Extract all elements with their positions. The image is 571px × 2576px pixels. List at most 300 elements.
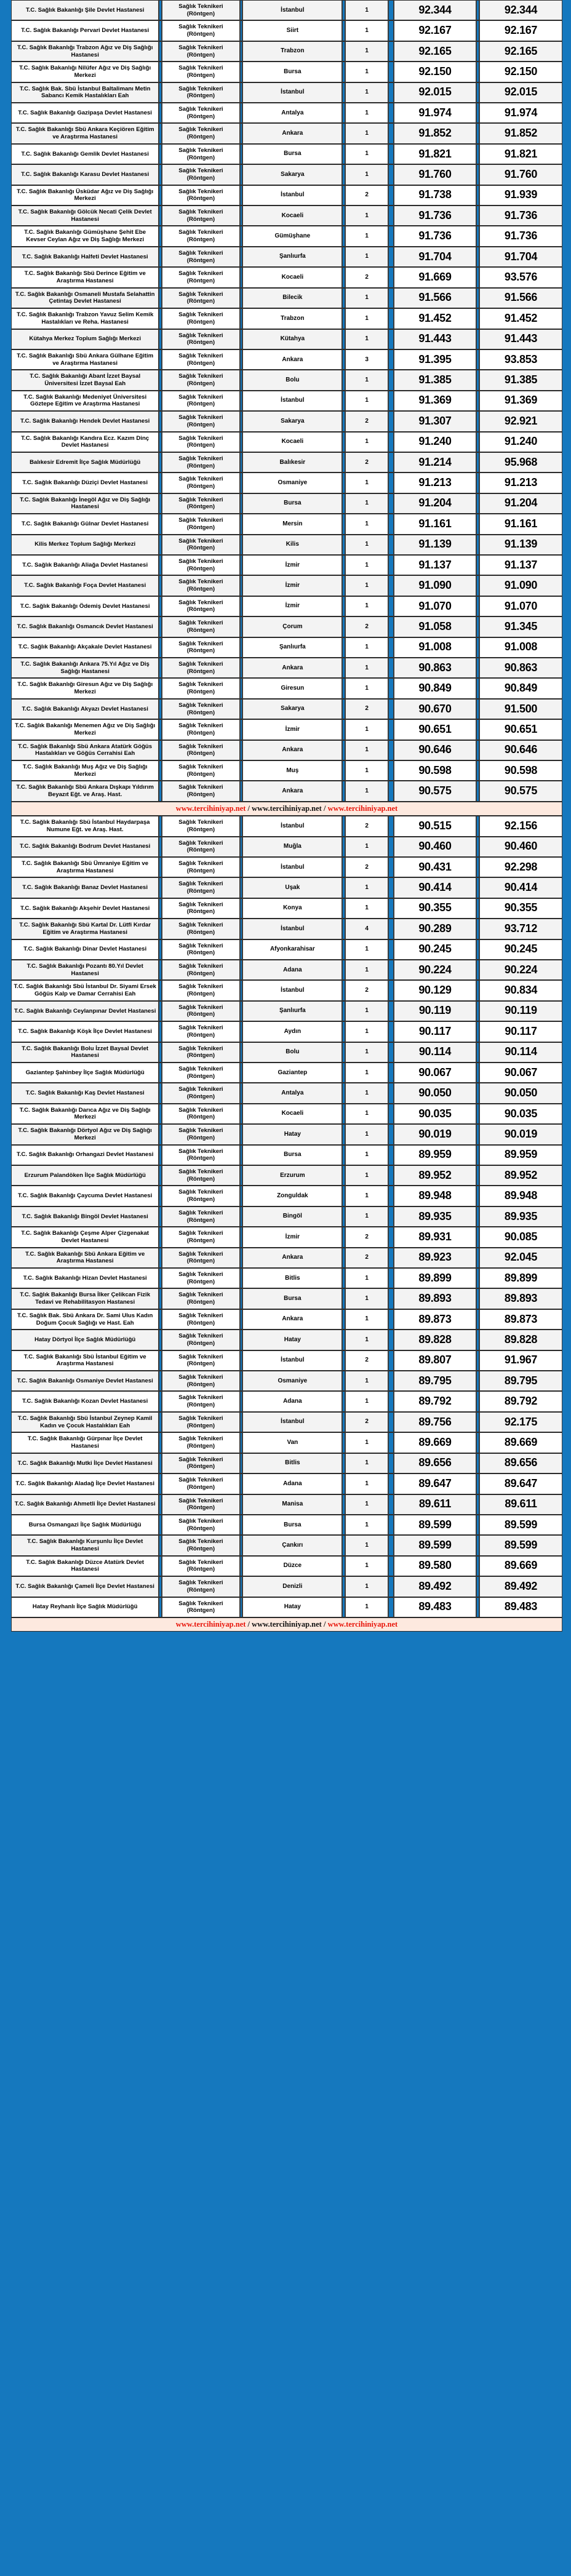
cell-max-score: 89.611 [479,1494,562,1515]
table-row[interactable] [11,82,562,103]
cell-institution: T.C. Sağlık Bakanlığı Ankara 75.Yıl Ağız ve Diş Sağlığı Hastanesi [11,658,159,678]
table-row[interactable] [11,1515,562,1535]
table-row[interactable] [11,939,562,960]
table-row[interactable] [11,699,562,719]
cell-city: Erzurum [242,1165,342,1186]
cell-city: Bitlis [242,1453,342,1473]
cell-title: Sağlık Teknikeri (Röntgen) [162,103,240,123]
cell-city: Hatay [242,1124,342,1144]
watermark-link-middle[interactable]: www.tercihiniyap.net [252,804,322,813]
column-divider-4 [388,1330,393,1350]
cell-max-score: 89.899 [479,1268,562,1288]
cell-quota: 1 [345,1001,388,1021]
cell-quota: 1 [345,877,388,898]
table-row[interactable] [11,1268,562,1288]
table-row[interactable] [11,898,562,919]
table-row[interactable] [11,1412,562,1432]
cell-quota: 1 [345,329,388,349]
cell-quota: 1 [345,637,388,658]
table-row[interactable] [11,1494,562,1515]
cell-city: İzmir [242,719,342,740]
table-row[interactable] [11,103,562,123]
column-divider-4 [388,1432,393,1453]
column-divider-4 [388,699,393,719]
cell-min-score: 90.289 [394,919,477,939]
cell-institution: T.C. Sağlık Bakanlığı Üsküdar Ağız ve Diş Sağlığı Merkezi [11,185,159,205]
cell-institution: T.C. Sağlık Bakanlığı Gazipaşa Devlet Hastanesi [11,103,159,123]
cell-min-score: 90.515 [394,816,477,836]
cell-city: Ankara [242,781,342,801]
cell-institution: T.C. Sağlık Bakanlığı Trabzon Yavuz Selim Kemik Hastalıkları ve Reha. Hastanesi [11,308,159,329]
table-row[interactable] [11,329,562,349]
cell-max-score: 90.651 [479,719,562,740]
table-row[interactable] [11,1042,562,1063]
cell-institution: T.C. Sağlık Bakanlığı İnegöl Ağız ve Diş Sağlığı Hastanesi [11,493,159,514]
cell-city: Trabzon [242,308,342,329]
cell-institution: T.C. Sağlık Bakanlığı Kozan Devlet Hastanesi [11,1391,159,1411]
watermark-link-middle[interactable]: www.tercihiniyap.net [252,1619,322,1629]
cell-city: Kocaeli [242,1104,342,1124]
table-row[interactable] [11,391,562,411]
table-row[interactable] [11,452,562,473]
table-row[interactable] [11,41,562,62]
cell-quota: 1 [345,1268,388,1288]
cell-institution: T.C. Sağlık Bakanlığı Dinar Devlet Hastanesi [11,939,159,960]
column-divider-4 [388,514,393,534]
cell-city: Bursa [242,493,342,514]
cell-institution: T.C. Sağlık Bak. Sbü İstanbul Baltalimanı Metin Sabancı Kemik Hastalıkları Eah [11,82,159,103]
table-row[interactable] [11,857,562,877]
table-row[interactable] [11,678,562,698]
cell-min-score: 91.760 [394,164,477,185]
cell-institution: T.C. Sağlık Bakanlığı Sbü Ankara Keçiören Eğitim ve Araştırma Hastanesi [11,123,159,143]
cell-title: Sağlık Teknikeri (Röntgen) [162,164,240,185]
column-divider-4 [388,658,393,678]
cell-title: Sağlık Teknikeri (Röntgen) [162,837,240,857]
cell-city: İstanbul [242,816,342,836]
table-row[interactable] [11,980,562,1000]
cell-institution: T.C. Sağlık Bakanlığı Mutki İlçe Devlet Hastanesi [11,1453,159,1473]
cell-city: Bolu [242,370,342,390]
table-row[interactable] [11,1145,562,1165]
cell-title: Sağlık Teknikeri (Röntgen) [162,370,240,390]
cell-max-score: 93.712 [479,919,562,939]
cell-min-score: 89.647 [394,1473,477,1494]
cell-institution: T.C. Sağlık Bakanlığı Foça Devlet Hastanesi [11,575,159,596]
table-row[interactable] [11,781,562,801]
cell-title: Sağlık Teknikeri (Röntgen) [162,1330,240,1350]
cell-title: Sağlık Teknikeri (Röntgen) [162,329,240,349]
cell-quota: 1 [345,391,388,411]
table-row[interactable] [11,658,562,678]
cell-quota: 1 [345,760,388,781]
cell-max-score: 89.795 [479,1371,562,1391]
cell-quota: 2 [345,816,388,836]
column-divider-4 [388,857,393,877]
column-divider-4 [388,1124,393,1144]
table-row[interactable] [11,1206,562,1227]
cell-quota: 1 [345,1556,388,1576]
table-row[interactable] [11,0,562,20]
cell-quota: 1 [345,205,388,226]
cell-city: Gaziantep [242,1063,342,1083]
cell-quota: 1 [345,1432,388,1453]
column-divider-4 [388,1371,393,1391]
table-row[interactable] [11,123,562,143]
cell-max-score: 90.224 [479,960,562,980]
cell-max-score: 90.598 [479,760,562,781]
table-row[interactable] [11,1165,562,1186]
column-divider-4 [388,473,393,493]
cell-city: Bitlis [242,1268,342,1288]
cell-quota: 1 [345,1083,388,1103]
cell-institution: T.C. Sağlık Bakanlığı Hendek Devlet Hastanesi [11,411,159,431]
cell-max-score: 92.298 [479,857,562,877]
cell-title: Sağlık Teknikeri (Röntgen) [162,939,240,960]
cell-institution: T.C. Sağlık Bakanlığı Düzce Atatürk Devlet Hastanesi [11,1556,159,1576]
column-divider-4 [388,1083,393,1103]
cell-quota: 1 [345,1124,388,1144]
cell-max-score: 90.575 [479,781,562,801]
cell-title: Sağlık Teknikeri (Röntgen) [162,1206,240,1227]
table-row[interactable] [11,919,562,939]
cell-min-score: 91.736 [394,205,477,226]
table-row[interactable] [11,1104,562,1124]
cell-min-score: 91.738 [394,185,477,205]
cell-institution: T.C. Sağlık Bakanlığı Banaz Devlet Hastanesi [11,877,159,898]
cell-city: Bursa [242,1288,342,1309]
table-row[interactable] [11,349,562,370]
cell-institution: T.C. Sağlık Bakanlığı Medeniyet Üniversitesi Göztepe Eğitim ve Araştırma Hastanesi [11,391,159,411]
cell-title: Sağlık Teknikeri (Röntgen) [162,20,240,41]
table-row[interactable] [11,535,562,555]
watermark-link-right[interactable]: www.tercihiniyap.net [327,804,398,813]
table-row[interactable] [11,1083,562,1103]
cell-institution: Gaziantep Şahinbey İlçe Sağlık Müdürlüğü [11,1063,159,1083]
cell-min-score: 91.070 [394,596,477,616]
table-row[interactable] [11,1330,562,1350]
column-divider-4 [388,41,393,62]
cell-max-score: 92.167 [479,20,562,41]
cell-max-score: 92.156 [479,816,562,836]
column-divider-4 [388,1288,393,1309]
table-row[interactable] [11,62,562,82]
cell-institution: T.C. Sağlık Bakanlığı Menemen Ağız ve Diş Sağlığı Merkezi [11,719,159,740]
column-divider-4 [388,616,393,637]
cell-quota: 1 [345,555,388,575]
cell-quota: 1 [345,226,388,246]
cell-city: Aydın [242,1021,342,1042]
cell-quota: 2 [345,1248,388,1268]
column-divider-4 [388,267,393,287]
cell-max-score: 92.015 [479,82,562,103]
table-row[interactable] [11,616,562,637]
cell-max-score: 91.385 [479,370,562,390]
cell-institution: T.C. Sağlık Bakanlığı Köşk İlçe Devlet Hastanesi [11,1021,159,1042]
watermark-separator-1: / [246,804,252,813]
cell-min-score: 90.355 [394,898,477,919]
table-row[interactable] [11,1288,562,1309]
table-row[interactable] [11,185,562,205]
watermark-link-right[interactable]: www.tercihiniyap.net [327,1619,398,1629]
cell-city: Uşak [242,877,342,898]
table-row[interactable] [11,1473,562,1494]
cell-min-score: 91.852 [394,123,477,143]
cell-min-score: 89.807 [394,1350,477,1371]
table-row[interactable] [11,20,562,41]
table-row[interactable] [11,1248,562,1268]
cell-institution: T.C. Sağlık Bakanlığı Hizan Devlet Hastanesi [11,1268,159,1288]
cell-institution: T.C. Sağlık Bakanlığı Orhangazi Devlet Hastanesi [11,1145,159,1165]
cell-title: Sağlık Teknikeri (Röntgen) [162,473,240,493]
cell-institution: Kilis Merkez Toplum Sağlığı Merkezi [11,535,159,555]
cell-institution: T.C. Sağlık Bakanlığı Şile Devlet Hastanesi [11,0,159,20]
cell-max-score: 89.893 [479,1288,562,1309]
cell-title: Sağlık Teknikeri (Röntgen) [162,432,240,452]
cell-max-score: 89.792 [479,1391,562,1411]
cell-min-score: 90.431 [394,857,477,877]
cell-institution: T.C. Sağlık Bak. Sbü Ankara Dr. Sami Ulus Kadın Doğum Çocuk Sağlığı ve Hast. Eah [11,1309,159,1330]
cell-city: Bilecik [242,288,342,308]
cell-min-score: 90.863 [394,658,477,678]
table-row[interactable] [11,267,562,287]
cell-max-score: 90.050 [479,1083,562,1103]
cell-title: Sağlık Teknikeri (Röntgen) [162,267,240,287]
table-row[interactable] [11,308,562,329]
cell-institution: Bursa Osmangazi İlçe Sağlık Müdürlüğü [11,1515,159,1535]
cell-max-score: 91.566 [479,288,562,308]
cell-min-score: 90.414 [394,877,477,898]
cell-title: Sağlık Teknikeri (Röntgen) [162,1124,240,1144]
cell-quota: 1 [345,62,388,82]
cell-institution: T.C. Sağlık Bakanlığı Bodrum Devlet Hastanesi [11,837,159,857]
column-divider-4 [388,1494,393,1515]
cell-min-score: 92.150 [394,62,477,82]
cell-max-score: 89.669 [479,1556,562,1576]
column-divider-4 [388,82,393,103]
cell-max-score: 91.139 [479,535,562,555]
table-row[interactable] [11,1432,562,1453]
table-row[interactable] [11,432,562,452]
cell-min-score: 91.307 [394,411,477,431]
column-divider-4 [388,103,393,123]
cell-title: Sağlık Teknikeri (Röntgen) [162,391,240,411]
cell-max-score: 92.150 [479,62,562,82]
column-divider-4 [388,535,393,555]
cell-institution: T.C. Sağlık Bakanlığı Ödemiş Devlet Hastanesi [11,596,159,616]
cell-min-score: 91.566 [394,288,477,308]
cell-max-score: 90.245 [479,939,562,960]
table-row[interactable] [11,877,562,898]
cell-min-score: 92.344 [394,0,477,20]
column-divider-4 [388,919,393,939]
cell-min-score: 89.948 [394,1186,477,1206]
table-row[interactable] [11,740,562,760]
table-row[interactable] [11,1063,562,1083]
watermark-row [11,802,562,816]
cell-max-score: 90.863 [479,658,562,678]
cell-institution: T.C. Sağlık Bakanlığı Çeşme Alper Çizgenakat Devlet Hastanesi [11,1227,159,1247]
cell-quota: 2 [345,185,388,205]
cell-title: Sağlık Teknikeri (Röntgen) [162,1268,240,1288]
cell-max-score: 92.045 [479,1248,562,1268]
cell-min-score: 91.139 [394,535,477,555]
cell-quota: 1 [345,1145,388,1165]
cell-title: Sağlık Teknikeri (Röntgen) [162,452,240,473]
table-row[interactable] [11,1453,562,1473]
table-row[interactable] [11,596,562,616]
cell-quota: 1 [345,535,388,555]
table-row[interactable] [11,1001,562,1021]
column-divider-4 [388,637,393,658]
cell-min-score: 89.483 [394,1597,477,1617]
table-row[interactable] [11,1535,562,1555]
watermark-link-left[interactable]: www.tercihiniyap.net [175,804,246,813]
table-row[interactable] [11,247,562,267]
table-row[interactable] [11,411,562,431]
table-row[interactable] [11,1576,562,1597]
cell-city: Kilis [242,535,342,555]
cell-quota: 1 [345,837,388,857]
cell-min-score: 90.019 [394,1124,477,1144]
cell-title: Sağlık Teknikeri (Röntgen) [162,247,240,267]
table-row[interactable] [11,760,562,781]
cell-title: Sağlık Teknikeri (Röntgen) [162,41,240,62]
table-row[interactable] [11,514,562,534]
table-row[interactable] [11,370,562,390]
cell-institution: T.C. Sağlık Bakanlığı Kaş Devlet Hastanesi [11,1083,159,1103]
cell-city: İstanbul [242,1412,342,1432]
cell-max-score: 89.492 [479,1576,562,1597]
cell-city: İstanbul [242,82,342,103]
table-row[interactable] [11,960,562,980]
cell-quota: 1 [345,473,388,493]
cell-institution: T.C. Sağlık Bakanlığı Sbü Derince Eğitim ve Araştırma Hastanesi [11,267,159,287]
table-row[interactable] [11,473,562,493]
table-row[interactable] [11,1371,562,1391]
table-row[interactable] [11,1227,562,1247]
cell-city: Antalya [242,103,342,123]
cell-city: Bolu [242,1042,342,1063]
cell-city: Balıkesir [242,452,342,473]
cell-institution: T.C. Sağlık Bakanlığı Giresun Ağız ve Diş Sağlığı Merkezi [11,678,159,698]
watermark-link-left[interactable]: www.tercihiniyap.net [175,1619,246,1629]
cell-institution: T.C. Sağlık Bakanlığı Gülnar Devlet Hastanesi [11,514,159,534]
cell-quota: 1 [345,1597,388,1617]
cell-quota: 1 [345,1330,388,1350]
cell-city: Muş [242,760,342,781]
cell-quota: 1 [345,103,388,123]
cell-min-score: 89.931 [394,1227,477,1247]
cell-city: Giresun [242,678,342,698]
cell-title: Sağlık Teknikeri (Röntgen) [162,1248,240,1268]
cell-quota: 2 [345,1412,388,1432]
table-row[interactable] [11,1556,562,1576]
table-row[interactable] [11,575,562,596]
table-row[interactable] [11,1350,562,1371]
table-row[interactable] [11,816,562,836]
column-divider-4 [388,1104,393,1124]
table-row[interactable] [11,1309,562,1330]
table-row[interactable] [11,288,562,308]
table-row[interactable] [11,719,562,740]
cell-city: Bursa [242,144,342,164]
table-row[interactable] [11,555,562,575]
table-row[interactable] [11,837,562,857]
cell-quota: 1 [345,1165,388,1186]
cell-title: Sağlık Teknikeri (Röntgen) [162,1535,240,1555]
cell-max-score: 91.939 [479,185,562,205]
cell-title: Sağlık Teknikeri (Röntgen) [162,719,240,740]
cell-title: Sağlık Teknikeri (Röntgen) [162,960,240,980]
column-divider-4 [388,898,393,919]
table-row[interactable] [11,205,562,226]
cell-max-score: 91.452 [479,308,562,329]
cell-title: Sağlık Teknikeri (Röntgen) [162,1165,240,1186]
table-row[interactable] [11,493,562,514]
cell-title: Sağlık Teknikeri (Röntgen) [162,514,240,534]
table-row[interactable] [11,144,562,164]
cell-quota: 1 [345,1515,388,1535]
column-divider-4 [388,349,393,370]
cell-title: Sağlık Teknikeri (Röntgen) [162,1145,240,1165]
cell-city: Adana [242,960,342,980]
cell-city: İzmir [242,555,342,575]
table-row[interactable] [11,1124,562,1144]
cell-min-score: 89.792 [394,1391,477,1411]
cell-max-score: 91.852 [479,123,562,143]
cell-max-score: 91.736 [479,205,562,226]
cell-institution: T.C. Sağlık Bakanlığı Gümüşhane Şehit Ebe Kevser Ceylan Ağız ve Diş Sağlığı Merkezi [11,226,159,246]
watermark-separator-2: / [321,804,328,813]
cell-city: Ankara [242,658,342,678]
cell-city: İstanbul [242,185,342,205]
cell-max-score: 92.165 [479,41,562,62]
watermark-text [11,802,562,816]
cell-city: Kocaeli [242,205,342,226]
cell-min-score: 89.959 [394,1145,477,1165]
cell-min-score: 90.114 [394,1042,477,1063]
table-body [11,0,562,1632]
table-row[interactable] [11,1597,562,1617]
table-row[interactable] [11,1391,562,1411]
column-divider-4 [388,329,393,349]
cell-quota: 1 [345,493,388,514]
cell-max-score: 91.704 [479,247,562,267]
cell-min-score: 91.214 [394,452,477,473]
cell-title: Sağlık Teknikeri (Röntgen) [162,781,240,801]
cell-min-score: 89.923 [394,1248,477,1268]
cell-quota: 1 [345,596,388,616]
cell-title: Sağlık Teknikeri (Röntgen) [162,1227,240,1247]
table-row[interactable] [11,164,562,185]
column-divider-4 [388,555,393,575]
cell-max-score: 91.369 [479,391,562,411]
cell-institution: T.C. Sağlık Bakanlığı Aladağ İlçe Devlet Hastanesi [11,1473,159,1494]
cell-title: Sağlık Teknikeri (Röntgen) [162,144,240,164]
cell-institution: T.C. Sağlık Bakanlığı Aliağa Devlet Hastanesi [11,555,159,575]
table-row[interactable] [11,637,562,658]
table-row[interactable] [11,1021,562,1042]
cell-quota: 1 [345,144,388,164]
cell-max-score: 89.669 [479,1432,562,1453]
cell-title: Sağlık Teknikeri (Röntgen) [162,493,240,514]
table-row[interactable] [11,1186,562,1206]
cell-quota: 1 [345,370,388,390]
cell-title: Sağlık Teknikeri (Röntgen) [162,308,240,329]
table-row[interactable] [11,226,562,246]
cell-title: Sağlık Teknikeri (Röntgen) [162,1083,240,1103]
